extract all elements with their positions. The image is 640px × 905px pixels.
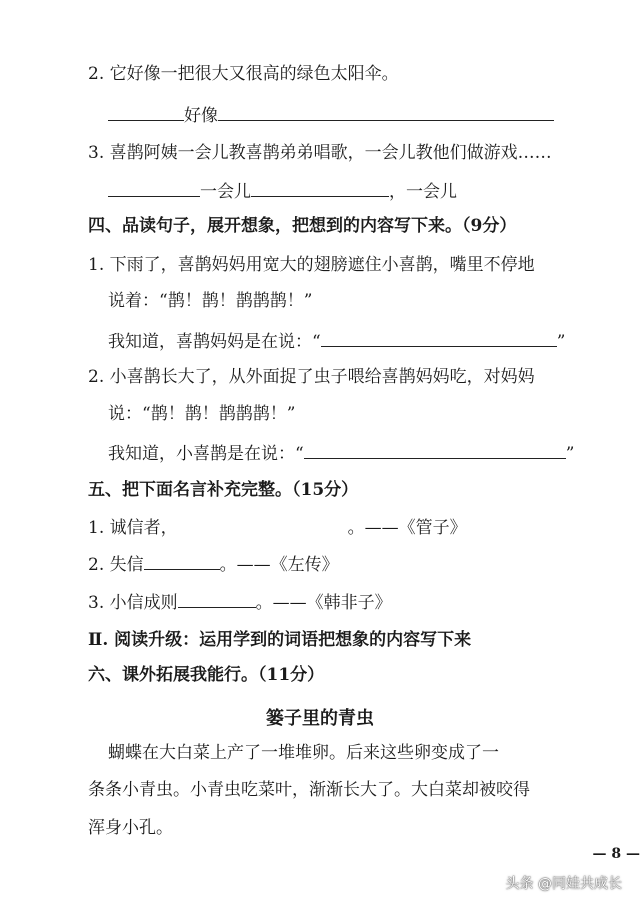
q4-1-line1: 1. 下雨了，喜鹊妈妈用宽大的翅膀遮住小喜鹊，嘴里不停地 [88,255,535,275]
part-2-heading: Ⅱ. 阅读升级：运用学到的词语把想象的内容写下来 [88,630,472,650]
page-number: — 8 — [592,846,640,862]
watermark: 头条 @同娃共成长 [505,876,622,892]
answer-blank[interactable] [251,180,389,197]
sentence-2-prompt: 2. 它好像一把很大又很高的绿色太阳伞。 [88,64,399,84]
q4-1-answer: 我知道，喜鹊妈妈是在说：“ ” [108,332,566,352]
q4-2-line2: 说：“鹊！鹊！鹊鹊鹊！” [108,404,296,424]
answer-blank[interactable] [304,442,566,459]
section-5-heading: 五、把下面名言补充完整。（15分） [88,480,359,500]
passage-line-3: 浑身小孔。 [88,818,173,838]
q4-2-line1: 2. 小喜鹊长大了，从外面捉了虫子喂给喜鹊妈妈吃，对妈妈 [88,367,535,387]
answer-blank[interactable] [321,330,557,347]
answer-blank[interactable] [178,591,256,608]
quote-3: 3. 小信成则 。——《韩非子》 [88,593,392,613]
sentence-3-answer-line: 一会儿 ，一会儿 [108,180,457,203]
answer-blank[interactable] [144,553,220,570]
answer-blank[interactable] [108,180,200,197]
quote-2: 2. 失信 。——《左传》 [88,555,339,575]
answer-blank[interactable] [218,104,554,121]
section-4-heading: 四、品读句子，展开想象，把想到的内容写下来。（9分） [88,216,517,236]
answer-blank[interactable] [178,516,348,533]
passage-line-1: 蝴蝶在大白菜上产了一堆堆卵。后来这些卵变成了一 [108,743,499,763]
q4-1-line2: 说着：“鹊！鹊！鹊鹊鹊！” [108,291,313,311]
quote-1: 1. 诚信者， 。——《管子》 [88,518,467,538]
sentence-2-answer-line: 好像 [108,104,554,127]
q4-2-answer: 我知道，小喜鹊是在说：“ ” [108,444,575,464]
sentence-3-prompt: 3. 喜鹊阿姨一会儿教喜鹊弟弟唱歌，一会儿教他们做游戏…… [88,143,552,163]
answer-blank[interactable] [108,104,184,121]
section-6-heading: 六、课外拓展我能行。（11分） [88,665,325,685]
passage-title: 篓子里的青虫 [266,708,374,729]
passage-line-2: 条条小青虫。小青虫吃菜叶，渐渐长大了。大白菜却被咬得 [88,780,530,800]
